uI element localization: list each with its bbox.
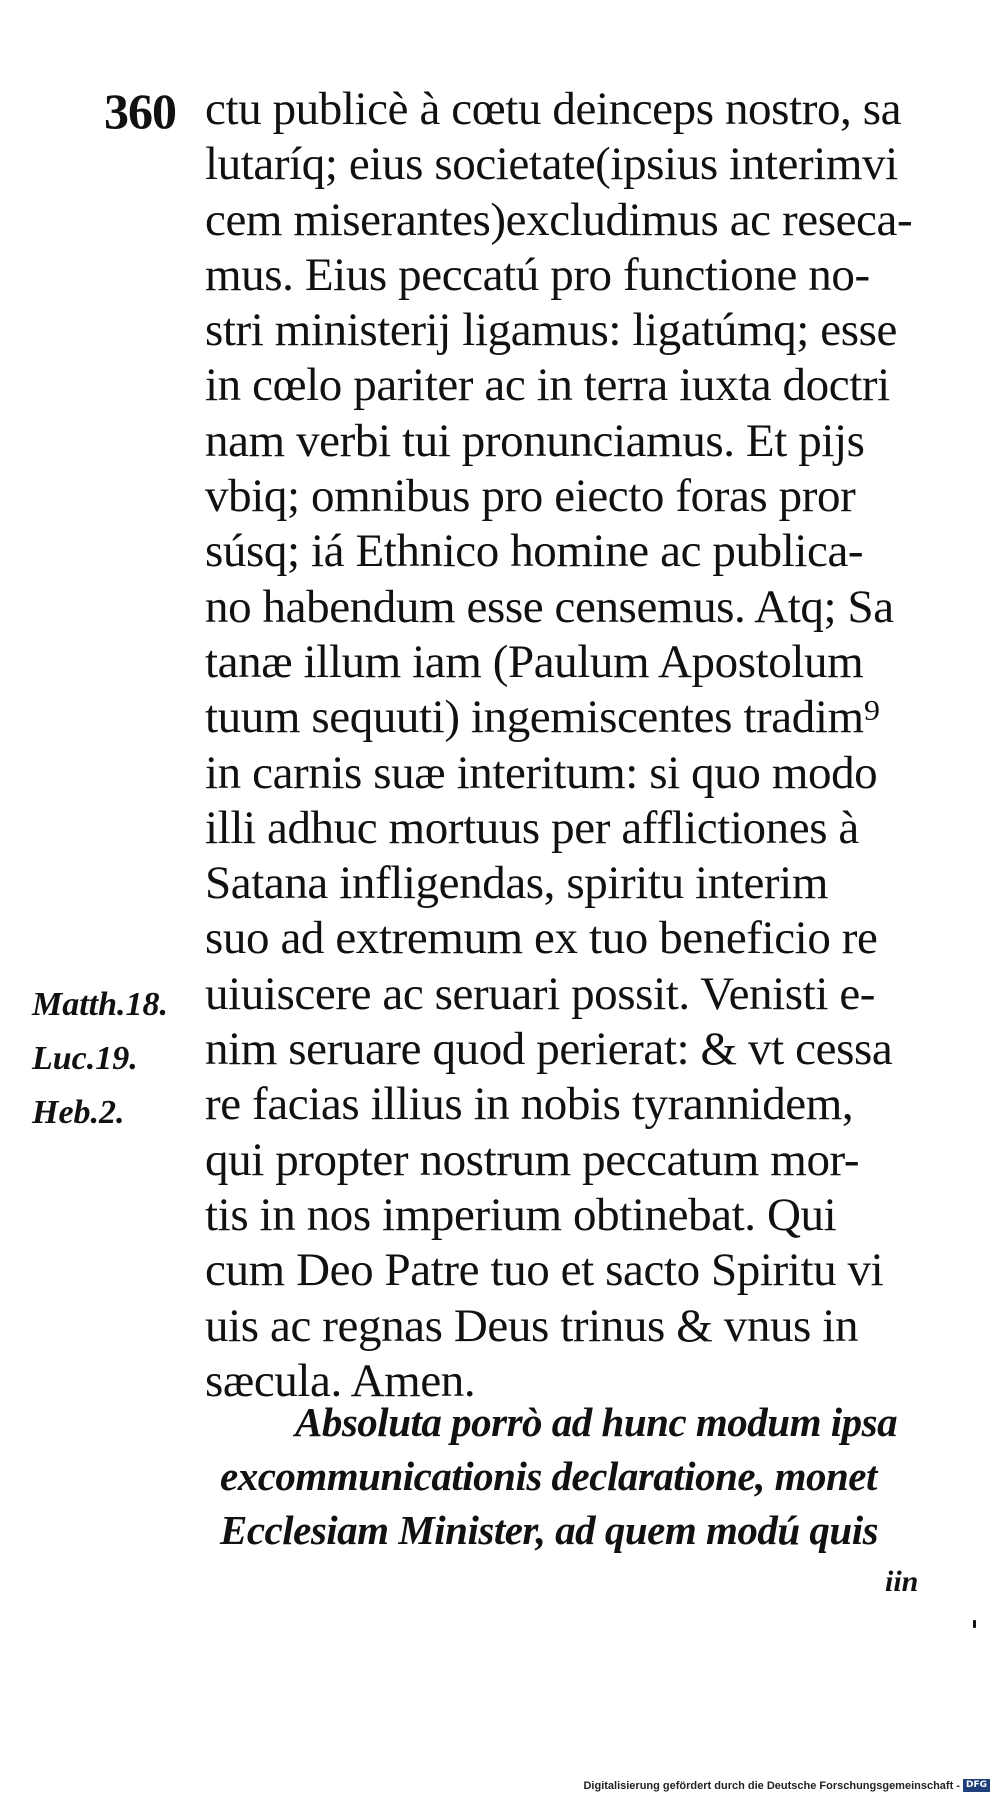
margin-notes <box>32 978 168 1140</box>
text-line: suo ad extremum ex tuo beneficio re <box>205 912 878 965</box>
text-line: uiuiscere ac seruari possit. Venisti e- <box>205 967 876 1020</box>
text-line: uis ac regnas Deus trinus & vnus in <box>205 1299 859 1352</box>
text-line: re facias illius in nobis tyrannidem, <box>205 1078 854 1131</box>
italic-line: excommunicationis declaratione, monet <box>220 1453 877 1499</box>
text-line: no habendum esse censemus. Atq; Sa <box>205 580 894 633</box>
text-line: tis in nos imperium obtinebat. Qui <box>205 1188 837 1241</box>
page-number: 360 <box>104 83 176 139</box>
text-line: cum Deo Patre tuo et sacto Spiritu vi <box>205 1244 884 1297</box>
ink-speck <box>973 1620 976 1628</box>
text-line: lutaríq; eius societate(ipsius interimvi <box>205 138 898 191</box>
footer <box>583 1779 990 1792</box>
text-line: stri ministerij ligamus: ligatúmq; esse <box>205 304 897 357</box>
footer-text: Digitalisierung gefördert durch die Deutsche Forschungsgemeinschaft - <box>583 1779 960 1792</box>
dfg-logo: DFG <box>963 1779 990 1792</box>
margin-note: Matth.18. <box>32 986 169 1023</box>
italic-line: Ecclesiam Minister, ad quem modú quis <box>220 1507 879 1553</box>
text-line: vbiq; omnibus pro eiecto foras pror <box>205 470 856 523</box>
body-text <box>205 82 960 1409</box>
text-line: in carnis suæ interitum: si quo modo <box>205 746 878 799</box>
text-line: sæcula. Amen. <box>205 1354 476 1407</box>
text-line: tanæ illum iam (Paulum Apostolum <box>205 635 864 688</box>
text-line: tuum sequuti) ingemiscentes tradim⁹ <box>205 691 880 744</box>
text-line: qui propter nostrum peccatum mor- <box>205 1133 860 1186</box>
text-line: mus. Eius peccatú pro functione no- <box>205 248 870 301</box>
text-line: illi adhuc mortuus per afflictiones à <box>205 801 859 854</box>
italic-line: Absoluta porrò ad hunc modum ipsa <box>295 1399 898 1445</box>
text-line: nam verbi tui pronunciamus. Et pijs <box>205 414 865 467</box>
text-line: ctu publicè à cœtu deinceps nostro, sa <box>205 83 902 135</box>
text-line: nim seruare quod perierat: & vt cessa <box>205 1023 893 1076</box>
margin-note: Heb.2. <box>32 1094 125 1131</box>
text-line: súsq; iá Ethnico homine ac publica- <box>205 525 864 578</box>
text-line: Satana infligendas, spiritu interim <box>205 857 828 910</box>
margin-note: Luc.19. <box>32 1040 138 1077</box>
text-line: cem miserantes)excludimus ac reseca- <box>205 193 913 246</box>
catchword: iin <box>885 1565 919 1598</box>
italic-paragraph <box>220 1395 965 1557</box>
text-line: in cœlo pariter ac in terra iuxta doctri <box>205 359 890 412</box>
